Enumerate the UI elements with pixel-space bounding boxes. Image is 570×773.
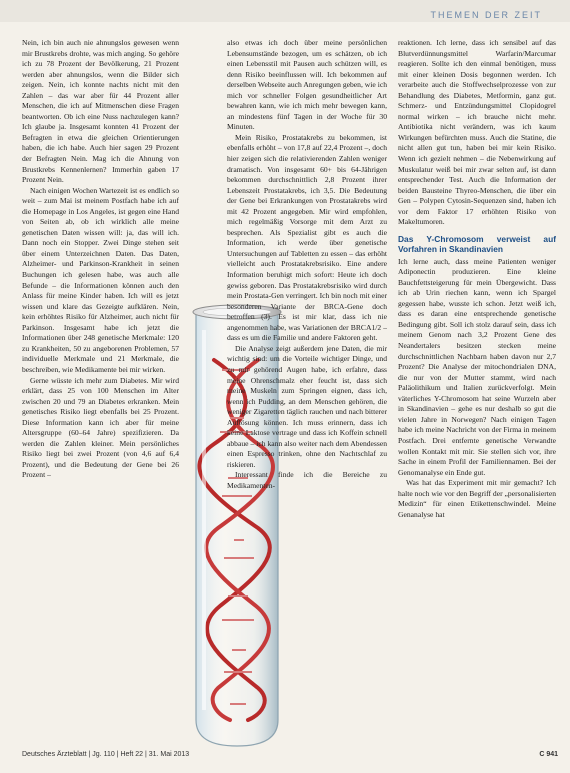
- paragraph: Nach einigen Wochen Wartezeit ist es endlich so weit – zum Mai ist meinem Postfach habe ich auf die Homepage in Los Angeles, ist gegen eine Hand von Seiten ab, ob ich wirklich alle meine genetischen Daten wissen will: ja, das will ich. Dann noch ein Stopper. Zwei Dinge stehen seit über einem Unterzeichnen Daten. Das Daten, Alzheimer- und Parkinson-Krankheit in seinen Buchungen ich gelesen habe, was auch alle Befunde – die Informationen können auch den Anlass für meine Kinder haben. Ich will es jetzt wissen und klare das Gezeigte aufklären. Nein, kein erhöhtes Risiko für Alzheimer, auch nicht für Parkinson. Insgesamt habe ich jetzt die Informationen über 248 genetische Merkmale: 120 zu Krankheiten, 50 zu angeborenen Problemen, 57 individuelle Merkmale und 21 Merkmale, die beschreiben, wie Medikamente bei mir wirken.: [22, 185, 179, 374]
- page-header: [0, 0, 570, 22]
- paragraph: Mein Risiko, Prostatakrebs zu bekommen, ist ebenfalls erhöht – von 17,8 auf 22,4 Prozent –, doch hier zeigen sich die relativierenden Zahlen weniger dramatisch. Von insgesamt 60+ bis 64-Jährigen bekommen durchschnittlich 2,8 Prozent ihrer Lebenszeit Prostatakrebs, ich 3,5. Die Bedeutung der Gene bei Erkrankungen von Prostatakrebs wird mit 42 Prozent angegeben. Mir wird empfohlen, mich regelmäßig Vorsorge mit dem Arzt zu besprechen. Als Spezialist gibt es auch die Information, ich werde über genetische Untersuchungen auf Tabletten zu essen – das erhöht vielleicht auch Prostatakrebsrisiko. Eine andere Information beruhigt mich sofort: Heute ich doch gewiss geboren. Das Prostatakrebsrisiko wird durch mein Prostata-Gen verringert. Ich bin noch mit einer besonderen Variante der BRCA-Gene doch betroffen (3). Es ist mir klar, dass ich nie angenommen habe, was Variationen der BRCA1/2 – dass es um die Familie und andere Faktoren geht.: [227, 132, 387, 343]
- paragraph: Was hat das Experiment mit mir gemacht? Ich halte noch wie vor den Begriff der „personalisierten Medizin“ für einen Etikettenschwindel. Meine Genanalyse hat: [398, 478, 556, 519]
- paragraph: Nein, ich bin auch nie ahnungslos gewesen wenn mir Brustkrebs drohte, was mich anging. So gehöre ich zu 78 Prozent der Bevölkerung, 21 Prozent werden aber ahnungslos, wenn die Bilder sich zeigen. Nein, ich konnte nachts nicht mit den Zahlen – das war aber für 44 Prozent aller Menschen, die ich auf Mitmenschen diese Fragen beantworten. Ob ich eine Nuss nachzulegen kann? Ich glaube ja. Insgesamt konnten 41 Prozent der Befragten in etwa die gleichen Orientierungen haben, die ich habe. Auch hier sagen 29 Prozent der Befragten Nein. Mag ich die Ahnung von Brustkrebs Kennenlernen? Immerhin gaben 17 Prozent Nein.: [22, 38, 179, 185]
- paragraph: Interessant finde ich die Bereiche zu Medikamenten-: [227, 470, 387, 490]
- page-footer: [22, 751, 558, 765]
- subheading: Das Y-Chromosom verweist auf Vorfahren in Skandinavien: [398, 233, 556, 255]
- text-column-1: [22, 38, 179, 748]
- paragraph: reaktionen. Ich lerne, dass ich sensibel auf das Blutverdünnungsmittel Warfarin/Marcumar reagieren. Sollte ich den einmal benötigen, muss mit einer kleinen Dosis begonnen werden. Ich verarbeite auch die Stoffwechselprozesse von zur Behandlung des Diabetes, Metformin, ganz gut. Schmerz- und Entzündungsmittel Clopidogrel normal wirken – ich brauche nicht mehr. Antibiotika nicht verändern, was ich kaum Wirkungen befürchten muss. Auch die Statine, die nicht allen gut tun, haben bei mir kein Risiko. Wenn ich gezielt nehmen – die Nebenwirkung auf Muskulatur weiß bei mir zwar selten auf, ist dann entsprechender Test. Auch die Information der beiden Bausteine Thyreo-Menschen, die über ein Gen – Polypen Cytosin-Sequenzen sind, haben ich vor dem Faktor 17 erhöhten Risiko von Makeltumoren.: [398, 38, 556, 227]
- page-number: C 941: [539, 751, 558, 758]
- paragraph: Ich lerne auch, dass meine Patienten weniger Adiponectin produzieren. Eine kleine Bauchfettsteigerung für mein Übergewicht. Dass ich ab Urin riechen kann, wenn ich Spargel gegessen habe, wusste ich schon. Jetzt weiß ich, dass es daran eine entsprechende genetische Bedingung gibt. Soll ich stolz darauf sein, dass ich meinem Genom nach 3,2 Prozent Gene des Neandertalers besitzen stecken meine durchschnittlichen Nachbarn haben davon nur 2,7 Prozent? Die Analyse der mitochondrialen DNA, die nur von der Mutter stammt, wird nach Paläolithikum und Italien zurückverfolgt. Mein väterliches Y-Chromosom hat seine Wurzeln aber in Skandinavien – gehe es nur deshalb so gut die vielen Jahre in Norwegen? Nach einigen Tagen habe ich meine Nachricht von der Firma in meinem Postfach. Drei entfernte genetische Verwandte wollen Kontakt mit mir. Sie stellen sich vor, ihre Sache in einem Profil der Familiennamen. Bei der Genomanalyse ein Ende gut.: [398, 256, 556, 477]
- paragraph: Die Analyse zeigt außerdem jene Daten, die mir wichtig sind: um die Vorteile wichtiger Dinge, und zu mir gehörend Augen habe, ich erfahre, dass meine Ohrenschmalz eher feucht ist, dass sich meine Muskeln zum Springen eignen, dass ich, wenn ich Pudding, an dem Menschen gehören, die weniger Zigaretten täglich rauchen und nach bitterer Auflösung können. Ich muss erinnern, dass ich keine Laktose vertrage und dass ich Koffein schnell abbaue – ich kann also weiter nach dem Abendessen einen Espresso trinken, ohne den Nachtschlaf zu riskieren.: [227, 343, 387, 469]
- text-column-3: [398, 38, 556, 748]
- paragraph: Gerne wüsste ich mehr zum Diabetes. Mir wird erklärt, dass 25 von 100 Menschen im Alter zwischen 20 und 79 an Diabetes erkranken. Mein genetisches Risiko liegt ebenfalls bei 25 Prozent. Diese Information kann ich aber für meine Altersgruppe (60–64 Jahre) spezifizieren. Da werden die Zahlen kleiner. Mein persönliches Risiko liegt bei zwei Prozent (von 4,6 auf 6,4 Prozent), und die Bedeutung der Gene bei 26 Prozent –: [22, 375, 179, 480]
- text-column-2: [227, 38, 387, 748]
- section-title: THEMEN DER ZEIT: [430, 10, 542, 20]
- journal-citation: Deutsches Ärzteblatt | Jg. 110 | Heft 22 | 31. Mai 2013: [22, 751, 190, 758]
- paragraph: also etwas ich doch über meine persönlichen Lebensumstände bezogen, um es schätzen, ob ich einen Lebensstil mit Pausen auch schützen will, es denn Risiko beeinflussen will. Ich bekommen auf derselben Webseite auch Anregungen geben, wie ich mich vor schneller Folgen gesundheitlicher Art bewahren kann, wie ich mich mehr bewegen kann, an mindestens fünf Tagen in der Woche für 30 Minuten.: [227, 38, 387, 132]
